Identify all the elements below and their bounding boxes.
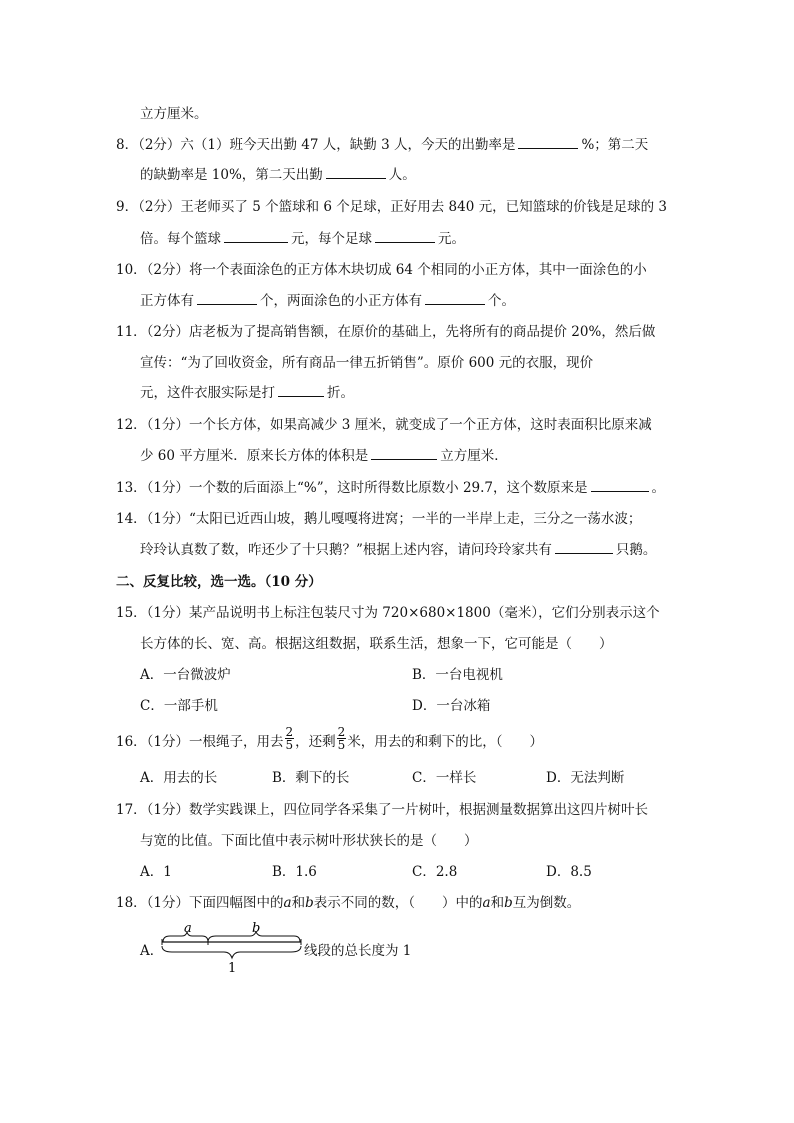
q10-blank-one-face[interactable] — [197, 292, 257, 305]
question-11-line3 — [140, 384, 354, 402]
q8-blank-rate[interactable] — [518, 136, 578, 149]
q17-option-b[interactable]: B．1.6 — [272, 864, 317, 880]
q13-blank-number[interactable] — [591, 479, 649, 492]
question-15-line1: 15．（1分）某产品说明书上标注包装尺寸为 720×680×1800（毫米），它们分别表示这个 — [116, 605, 660, 621]
question-14-line1: 14．（1分）“太阳已近西山坡，鹅儿嘎嘎将进窝；一半的一半岸上走，三分之一荡水波； — [116, 511, 642, 527]
q15-option-a[interactable]: A．一台微波炉 — [140, 667, 231, 683]
q7-continuation: 立方厘米。 — [140, 106, 208, 122]
q9-blank-basketball[interactable] — [224, 230, 288, 243]
q8-text-3: 的缺勤率是 10%，第二天出勤 — [140, 167, 323, 183]
q17-option-d[interactable]: D．8.5 — [546, 864, 592, 880]
q9-text-3: 元。 — [438, 231, 465, 247]
q18-fig-caption: 线段的总长度为 1 — [304, 943, 412, 959]
q8-text-2: %；第二天 — [581, 137, 649, 153]
fraction-denominator: 5 — [285, 738, 294, 752]
q10-text: 正方体有 — [140, 293, 194, 309]
question-9-line2 — [140, 230, 465, 248]
q12-text-2: 立方厘米． — [440, 448, 508, 464]
var-a-2: a — [482, 895, 491, 911]
fraction-two-fifths — [285, 726, 295, 751]
question-9-line1: 9．（2分）王老师买了 5 个篮球和 6 个足球，正好用去 840 元，已知篮球的价钱是足球的 3 — [116, 199, 668, 215]
q11-text-2: 折。 — [327, 385, 354, 401]
q10-blank-two-face[interactable] — [425, 292, 485, 305]
var-b: b — [305, 895, 314, 911]
q18-text-4: 和 — [490, 895, 505, 911]
question-12-line1: 12．（1分）一个长方体，如果高减少 3 厘米，就变成了一个正方体，这时表面积比原来减 — [116, 417, 652, 433]
q17-option-c[interactable]: C．2.8 — [412, 864, 458, 880]
seg-label-a: a — [184, 921, 192, 936]
q12-blank-volume[interactable] — [371, 447, 437, 460]
q16-option-d[interactable]: D．无法判断 — [546, 770, 625, 786]
q9-text: 倍。每个篮球 — [140, 231, 221, 247]
q10-text-3: 个。 — [488, 293, 515, 309]
fraction-denominator: 5 — [337, 738, 346, 752]
q18-text-3: 表示不同的数，（ ）中的 — [313, 895, 483, 911]
question-14-line2 — [140, 541, 656, 559]
fraction-numerator: 2 — [337, 725, 346, 739]
q14-blank-geese[interactable] — [555, 541, 613, 554]
q16-text-2: ，还剩 — [295, 734, 336, 750]
question-12-line2 — [140, 447, 508, 465]
var-a: a — [283, 895, 292, 911]
question-10-line1: 10．（2分）将一个表面涂色的正方体木块切成 64 个相同的小正方体，其中一面涂色的小 — [116, 262, 647, 278]
question-15-line2: 长方体的长、宽、高。根据这组数据，联系生活，想象一下，它可能是（ ） — [140, 636, 613, 652]
section-2-heading: 二、反复比较，选一选。（10 分） — [116, 574, 322, 590]
q16-option-b[interactable]: B．剩下的长 — [272, 770, 350, 786]
q15-option-d[interactable]: D．一台冰箱 — [412, 698, 491, 714]
q11-text: 元，这件衣服实际是打 — [140, 385, 275, 401]
q8-blank-attendance[interactable] — [326, 166, 386, 179]
q8-text: 8．（2分）六（1）班今天出勤 47 人，缺勤 3 人，今天的出勤率是 — [116, 137, 516, 153]
question-17-line2: 与宽的比值。下面比值中表示树叶形状狭长的是（ ） — [140, 833, 478, 849]
q18-text-5: 互为倒数。 — [512, 895, 581, 911]
q14-text-2: 只鹅。 — [615, 542, 657, 558]
question-11-line2: 宣传：“为了回收资金，所有商品一律五折销售”。原价 600 元的衣服，现价 — [140, 355, 594, 371]
fraction-two-fifths-2 — [337, 726, 347, 751]
q8-text-4: 人。 — [388, 167, 416, 183]
question-17-line1: 17．（1分）数学实践课上，四位同学各采集了一片树叶，根据测量数据算出这四片树叶长 — [116, 802, 649, 818]
q14-text: 玲玲认真数了数，咋还少了十只鹅？”根据上述内容，请问玲玲家共有 — [140, 542, 552, 558]
seg-label-b: b — [252, 921, 261, 936]
q17-option-a[interactable]: A．1 — [140, 864, 172, 880]
q16-option-a[interactable]: A．用去的长 — [140, 770, 218, 786]
brace-total — [162, 946, 301, 958]
fraction-numerator: 2 — [285, 725, 294, 739]
question-11-line1: 11．（2分）店老板为了提高销售额，在原价的基础上，先将所有的商品提价 20%，然后做 — [116, 324, 656, 340]
q11-blank-discount[interactable] — [278, 384, 324, 397]
q13-text-2: 。 — [651, 480, 665, 496]
q15-option-c[interactable]: C．一部手机 — [140, 698, 218, 714]
q16-option-c[interactable]: C．一样长 — [412, 770, 477, 786]
q15-option-b[interactable]: B．一台电视机 — [412, 667, 503, 683]
q12-text: 少 60 平方厘米．原来长方体的体积是 — [140, 448, 369, 464]
q16-text: 16．（1分）一根绳子，用去 — [116, 734, 284, 750]
question-16 — [116, 725, 544, 752]
q9-text-2: 元，每个足球 — [291, 231, 372, 247]
q18-option-a-label[interactable]: A． — [140, 943, 164, 959]
question-13 — [116, 479, 665, 497]
question-8-line1 — [116, 136, 648, 154]
q10-text-2: 个，两面涂色的小正方体有 — [260, 293, 422, 309]
q18-text: 18．（1分）下面四幅图中的 — [116, 895, 284, 911]
question-10-line2 — [140, 292, 515, 310]
seg-label-total: 1 — [228, 961, 237, 976]
q9-blank-football[interactable] — [375, 230, 435, 243]
q18-text-2: 和 — [291, 895, 306, 911]
question-18 — [116, 894, 580, 912]
q13-text: 13．（1分）一个数的后面添上“%”，这时所得数比原数小 29.7，这个数原来是 — [116, 480, 588, 496]
var-b-2: b — [504, 895, 513, 911]
q16-text-3: 米，用去的和剩下的比，（ ） — [347, 734, 544, 750]
question-8-line2 — [140, 166, 416, 184]
